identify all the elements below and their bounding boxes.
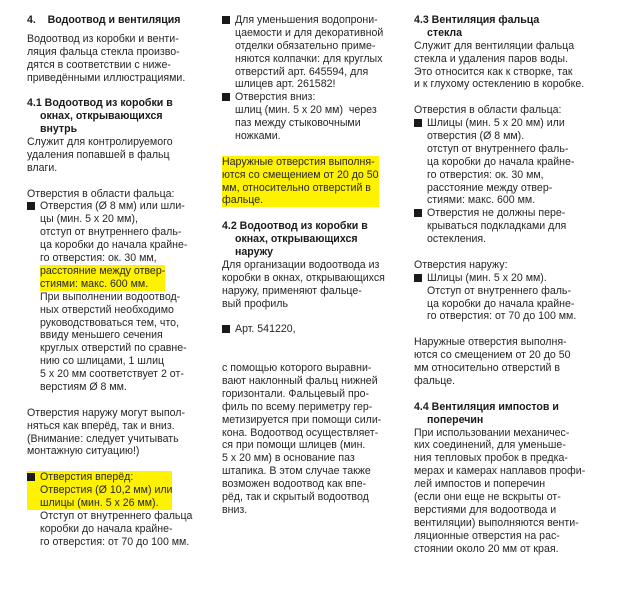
text-line: 4.3 Вентиляция фальца	[414, 14, 540, 26]
text-line: фальце.	[414, 374, 456, 387]
text-line: стиями: макс. 600 мм.	[427, 194, 536, 207]
text-line: ввиду меньшего сечения	[40, 329, 163, 342]
bullet-down-text	[235, 91, 402, 143]
section-title	[27, 14, 213, 27]
text-line: остекления.	[427, 233, 487, 246]
text-line: мм, относительно отверстий в	[222, 181, 371, 194]
bullet-square-icon	[222, 93, 230, 101]
text-line: стекла	[427, 26, 463, 39]
text-line: ца коробки до начала крайне-	[427, 155, 575, 168]
text-line: стоянии около 20 мм от края.	[414, 542, 559, 555]
text-line: цаемости и для декоративной	[235, 26, 384, 39]
text-line: Шлицы (мин. 5 x 20 мм) или	[427, 117, 565, 130]
text-line: влаги.	[27, 161, 58, 174]
bullet-rebate-text	[40, 200, 213, 264]
bullet-no-block-text	[427, 207, 609, 246]
text-line: го отверстия: ок. 30 мм,	[427, 168, 544, 181]
text-line: нию со шлицами, 1 шлиц	[40, 355, 165, 368]
text-line: паз между стыковочными	[235, 117, 361, 130]
text-line: фальце.	[222, 194, 264, 207]
subsection-4-3-title	[414, 14, 609, 40]
outside-holes-text	[27, 407, 213, 459]
text-line: Наружные отверстия выполня-	[414, 336, 567, 349]
column-3	[414, 14, 609, 555]
bullet-front-holes-text	[40, 510, 213, 549]
column-1	[27, 14, 213, 549]
text-line: 4. Водоотвод и вентиляция	[27, 14, 181, 26]
text-line: удаления попавшей в фальц	[27, 148, 170, 161]
bullet-outside-slots	[414, 272, 609, 324]
text-line: возможен водоотвод как впе-	[222, 478, 367, 491]
text-line: верстиями для водоотвода и	[414, 503, 557, 516]
bullet-caps-text	[235, 14, 402, 91]
column-2	[222, 14, 402, 517]
text-line: штапика. В этом случае также	[222, 465, 371, 478]
text-line: окнах, открывающихся	[40, 110, 163, 123]
text-line: окнах, открывающихся	[235, 233, 358, 246]
text-line: няются колпачки: для круглых	[235, 52, 383, 65]
text-line: Наружные отверстия выполня-	[222, 155, 375, 168]
bullet-front-holes	[27, 471, 213, 548]
text-line: и к глухому остеклению в коробке.	[414, 78, 585, 91]
outside-holes-label	[414, 259, 609, 272]
text-line: 5 x 20 мм соответствует 2 от-	[40, 368, 184, 381]
offset-text	[414, 336, 609, 388]
bullet-square-icon	[222, 16, 230, 24]
text-line: Отступ от внутреннего фальца	[40, 509, 193, 522]
text-line: расстояние между отвер-	[427, 181, 553, 194]
text-line: отступ от внутреннего фаль-	[427, 142, 569, 155]
text-line: отверстий арт. 645594, для	[235, 65, 369, 78]
bullet-article	[222, 323, 402, 336]
text-line: Это относится как к створке, так	[414, 65, 573, 78]
text-line: расстояние между отвер-	[40, 264, 166, 277]
highlighted-spacing-text	[40, 265, 165, 291]
text-line: Шлицы (мин. 5 x 20 мм).	[427, 271, 547, 284]
text-line: вниз.	[222, 503, 248, 516]
text-line: Отверстия вперёд:	[40, 471, 134, 484]
text-line: Отверстия (Ø 10,2 мм) или	[40, 484, 173, 497]
text-line: ся при помощи шлицев (мин.	[222, 439, 366, 452]
text-line: наружу, применяют фальце-	[222, 284, 362, 297]
text-line: Отверстия наружу могут выпол-	[27, 406, 185, 419]
text-line: рёд, так и скрытый водоотвод	[222, 490, 369, 503]
text-line: руководствоваться тем, что,	[40, 316, 180, 329]
text-line: горизонтали. Фальцевый про-	[222, 387, 370, 400]
text-line: наружу	[235, 246, 274, 259]
text-line: стекла и удаления паров воды.	[414, 52, 568, 65]
text-line: ния тепловых пробок в предка-	[414, 452, 568, 465]
text-line: 5 x 20 мм) в основание паз	[222, 452, 355, 465]
subsection-4-2-title	[222, 220, 402, 259]
bullet-rebate-holes	[27, 200, 213, 393]
text-line: 4.1 Водоотвод из коробки в	[27, 97, 173, 110]
text-line: Для организации водоотвода из	[222, 258, 380, 271]
text-line: го отверстия: ок. 30 мм,	[40, 252, 157, 265]
text-line: го отверстия: от 70 до 100 мм.	[427, 310, 577, 323]
bullet-slots	[414, 117, 609, 207]
text-line: няться как вперёд, так и вниз.	[27, 419, 175, 432]
bullet-square-icon	[414, 119, 422, 127]
text-line: (если они еще не вскрыты от-	[414, 490, 561, 503]
text-line: ляционные отверстия на рас-	[414, 529, 560, 542]
subsection-4-2-text	[222, 362, 402, 517]
text-line: отделки обязательно приме-	[235, 39, 376, 52]
text-line: монтажную ситуацию!)	[27, 445, 140, 458]
bullet-no-block	[414, 207, 609, 246]
text-line: Служит для контролируемого	[27, 136, 173, 149]
article-text	[235, 323, 402, 336]
text-line: вый профиль	[222, 297, 288, 310]
bullet-square-icon	[414, 274, 422, 282]
text-line: ных отверстий необходимо	[40, 303, 174, 316]
text-line: Служит для вентиляции фальца	[414, 39, 575, 52]
bullet-down-holes	[222, 91, 402, 143]
text-line: внутрь	[40, 123, 78, 136]
text-line: шлиц (мин. 5 x 20 мм) через	[235, 104, 377, 117]
text-line: круглых отверстий по сравне-	[40, 342, 187, 355]
bullet-square-icon	[222, 325, 230, 333]
subsection-4-4-text	[414, 427, 609, 556]
text-line: метизируется при помощи сили-	[222, 413, 382, 426]
text-line: верстиям Ø 8 мм.	[40, 380, 127, 393]
text-line: дятся в соответствии с ниже-	[27, 58, 171, 71]
text-line: приведёнными иллюстрациями.	[27, 71, 186, 84]
section-intro	[27, 33, 213, 85]
subsection-4-4-title	[414, 401, 609, 427]
text-line: мм относительно отверстий в	[414, 362, 560, 375]
rebate-holes-label	[414, 104, 609, 117]
text-line: отступ от внутреннего фаль-	[40, 226, 182, 239]
text-line: (Внимание: следует учитывать	[27, 432, 179, 445]
text-line: ца коробки до начала крайне-	[427, 297, 575, 310]
subsection-4-3-intro	[414, 40, 609, 92]
text-line: Отступ от внутреннего фаль-	[427, 284, 571, 297]
text-line: ляция фальца стекла произво-	[27, 45, 180, 58]
text-line: При выполнении водоотвод-	[40, 290, 181, 303]
text-line: ких соединений, для уменьше-	[414, 439, 566, 452]
text-line: поперечин	[427, 413, 484, 426]
bullet-square-icon	[27, 473, 35, 481]
text-line: ца коробки до начала крайне-	[40, 239, 188, 252]
text-line: Отверстия (Ø 8 мм) или шли-	[40, 200, 185, 213]
text-line: шлицев арт. 261582!	[235, 78, 336, 91]
text-line: ются со смещением от 20 до 50	[222, 168, 379, 181]
highlighted-front-holes	[27, 471, 172, 510]
text-line: 4.2 Водоотвод из коробки в	[222, 220, 368, 233]
text-line: Отверстия наружу:	[414, 258, 508, 271]
text-line: коробки до начала крайне-	[40, 522, 173, 535]
text-line: коробки в окнах, открывающихся	[222, 271, 385, 284]
text-line: При использовании механичес-	[414, 426, 570, 439]
text-line: отверстия (Ø 8 мм).	[427, 130, 525, 143]
text-line: Водоотвод из коробки и венти-	[27, 32, 179, 45]
text-line: Арт. 541220,	[235, 323, 296, 336]
subsection-4-1-title	[27, 97, 213, 136]
bullet-square-icon	[414, 209, 422, 217]
highlighted-offset-text	[222, 156, 379, 208]
bullet-square-icon	[27, 202, 35, 210]
text-line: 4.4 Вентиляция импостов и	[414, 400, 559, 413]
text-line: Отверстия не должны пере-	[427, 207, 566, 220]
bullet-caps	[222, 14, 402, 91]
text-line: мерах и камерах наплавов профи-	[414, 465, 586, 478]
text-line: Для уменьшения водопрони-	[235, 14, 378, 26]
text-line: вентиляции) выполняются венти-	[414, 516, 579, 529]
subsection-4-1-intro	[27, 136, 213, 175]
text-line: го отверстия: от 70 до 100 мм.	[40, 535, 190, 548]
text-line: филь по всему периметру гер-	[222, 400, 373, 413]
bullet-rebate-note	[40, 291, 213, 394]
text-line: крываться подкладками для	[427, 220, 567, 233]
text-line: шлицы (мин. 5 x 26 мм).	[40, 496, 159, 509]
text-line: Отверстия в области фальца:	[414, 104, 562, 117]
subsection-4-2-intro	[222, 259, 402, 311]
bullet-slots-text	[427, 117, 609, 207]
text-line: лей импостов и поперечин	[414, 478, 546, 491]
text-line: ножками.	[235, 130, 281, 143]
text-line: с помощью которого выравни-	[222, 362, 372, 375]
text-line: Отверстия в области фальца:	[27, 187, 175, 200]
text-line: стиями: макс. 600 мм.	[40, 277, 149, 290]
text-line: кона. Водоотвод осуществляет-	[222, 426, 379, 439]
rebate-holes-label	[27, 188, 213, 201]
text-line: Отверстия вниз:	[235, 91, 316, 104]
bullet-outside-slots-text	[427, 272, 609, 324]
text-line: ются со смещением от 20 до 50	[414, 349, 571, 362]
text-line: вают наклонный фальц нижней	[222, 374, 378, 387]
text-line: цы (мин. 5 x 20 мм),	[40, 213, 138, 226]
